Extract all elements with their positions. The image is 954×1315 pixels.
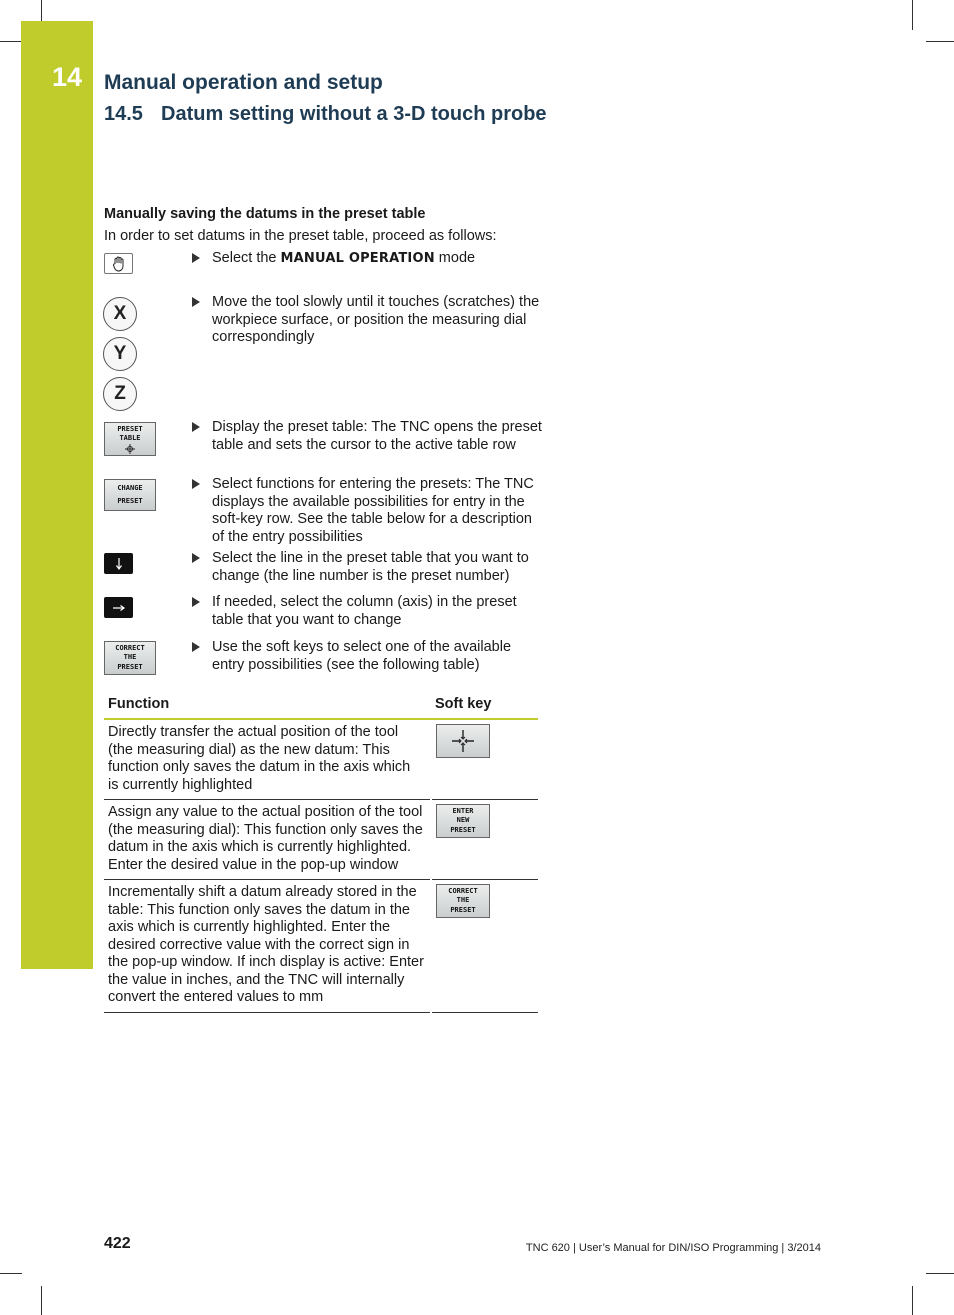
- crop-mark: [926, 41, 954, 42]
- function-description: Directly transfer the actual position of the tool (the measuring dial) as the new datum: This function only saves the datum in the axis which is currently highlighted: [104, 719, 431, 800]
- chapter-title: Manual operation and setup: [104, 71, 383, 94]
- crop-mark: [0, 41, 22, 42]
- crop-mark: [41, 0, 42, 22]
- crosshair-icon: [125, 444, 135, 454]
- softkey-label-line: PRESET: [117, 424, 143, 433]
- softkey-label-line: CHANGE: [117, 484, 143, 492]
- section-title: [104, 103, 547, 126]
- step-select-line: [192, 550, 544, 585]
- step-select-column: [192, 594, 544, 629]
- key-name: MANUAL OPERATION: [280, 251, 435, 266]
- datum-crosshair-softkey[interactable]: [436, 724, 490, 758]
- softkey-label-line: THE: [123, 653, 137, 662]
- arrow-down-key-icon[interactable]: [104, 553, 133, 574]
- softkey-label-line: ENTER: [452, 806, 474, 815]
- bullet-arrow-icon: [192, 297, 200, 307]
- step-move-tool: [192, 294, 544, 347]
- section-title-text: Datum setting without a 3-D touch probe: [161, 103, 547, 125]
- softkey-label-line: PRESET: [450, 905, 476, 914]
- step-use-softkeys: [192, 639, 544, 674]
- step-text: Select the line in the preset table that you want to change (the line number is the preset number): [212, 550, 529, 584]
- step-text: Move the tool slowly until it touches (scratches) the workpiece surface, or position the measuring dial correspondingly: [212, 294, 540, 345]
- crop-mark: [926, 1273, 954, 1274]
- step-select-functions: [192, 476, 544, 546]
- z-axis-key-icon[interactable]: Z: [103, 377, 137, 411]
- table-row: [104, 800, 538, 880]
- sub-heading: Manually saving the datums in the preset table: [104, 206, 426, 222]
- arrow-right-key-icon[interactable]: [104, 597, 133, 618]
- change-preset-softkey[interactable]: [104, 479, 156, 511]
- softkey-label-line: CORRECT: [115, 643, 145, 652]
- softkey-label-line: TABLE: [119, 434, 141, 442]
- enter-new-preset-softkey[interactable]: [436, 804, 490, 838]
- function-table: [104, 693, 538, 1013]
- softkey-label-line: PRESET: [117, 496, 143, 505]
- function-description: Assign any value to the actual position of the tool (the measuring dial): This function only saves the datum in the axis which is currently highlighted. Enter the desired value in the pop-up window: [104, 800, 431, 880]
- bullet-arrow-icon: [192, 253, 200, 263]
- softkey-label-line: PRESET: [117, 662, 143, 671]
- y-axis-key-icon[interactable]: Y: [103, 337, 137, 371]
- chapter-sidebar: [21, 21, 93, 969]
- step-text: Use the soft keys to select one of the available entry possibilities (see the following table): [212, 639, 512, 673]
- correct-the-preset-softkey[interactable]: [104, 641, 156, 675]
- step-text: Display the preset table: The TNC opens the preset table and sets the cursor to the active table row: [212, 419, 542, 453]
- softkey-label-line: PRESET: [450, 825, 476, 834]
- softkey-label-line: THE: [456, 896, 470, 905]
- chapter-number: 14: [52, 62, 83, 92]
- intro-text: In order to set datums in the preset table, proceed as follows:: [104, 228, 497, 244]
- crop-mark: [912, 0, 913, 30]
- step-text: mode: [434, 250, 476, 266]
- step-text: Select functions for entering the presets: The TNC displays the available possibilities for entry in the soft-key row. See the table below for a description of the entry possibilities: [212, 476, 534, 545]
- bullet-arrow-icon: [192, 422, 200, 432]
- softkey-label-line: NEW: [456, 816, 470, 825]
- step-text: Select the: [212, 250, 281, 266]
- function-column-header: Function: [104, 693, 431, 719]
- crop-mark: [0, 1273, 22, 1274]
- table-row: [104, 880, 538, 1013]
- bullet-arrow-icon: [192, 553, 200, 563]
- function-description: Incrementally shift a datum already stored in the table: This function only saves the datum in the axis which is currently highlighted. Enter the desired corrective value with the correct sign in the pop-up window. If inch display is active: Enter the value in inches, and the TNC will internally convert the entered values to mm: [104, 880, 431, 1013]
- section-number: 14.5: [104, 103, 143, 125]
- datum-crosshair-icon: [451, 729, 475, 753]
- step-display-preset-table: [192, 419, 544, 454]
- footer-text: TNC 620 | User’s Manual for DIN/ISO Programming | 3/2014: [525, 1242, 821, 1254]
- correct-the-preset-softkey[interactable]: [436, 884, 490, 918]
- crop-mark: [41, 1286, 42, 1315]
- x-axis-key-icon[interactable]: X: [103, 297, 137, 331]
- table-header-row: [104, 693, 538, 719]
- page-number: 422: [104, 1235, 131, 1252]
- step-select-mode: [192, 250, 544, 268]
- manual-operation-key-icon[interactable]: [104, 253, 133, 274]
- bullet-arrow-icon: [192, 597, 200, 607]
- bullet-arrow-icon: [192, 642, 200, 652]
- table-row: [104, 719, 538, 800]
- preset-table-softkey[interactable]: [104, 422, 156, 456]
- softkey-column-header: Soft key: [431, 693, 538, 719]
- bullet-arrow-icon: [192, 479, 200, 489]
- step-text: If needed, select the column (axis) in the preset table that you want to change: [212, 594, 517, 628]
- crop-mark: [912, 1286, 913, 1315]
- softkey-label-line: CORRECT: [448, 886, 478, 895]
